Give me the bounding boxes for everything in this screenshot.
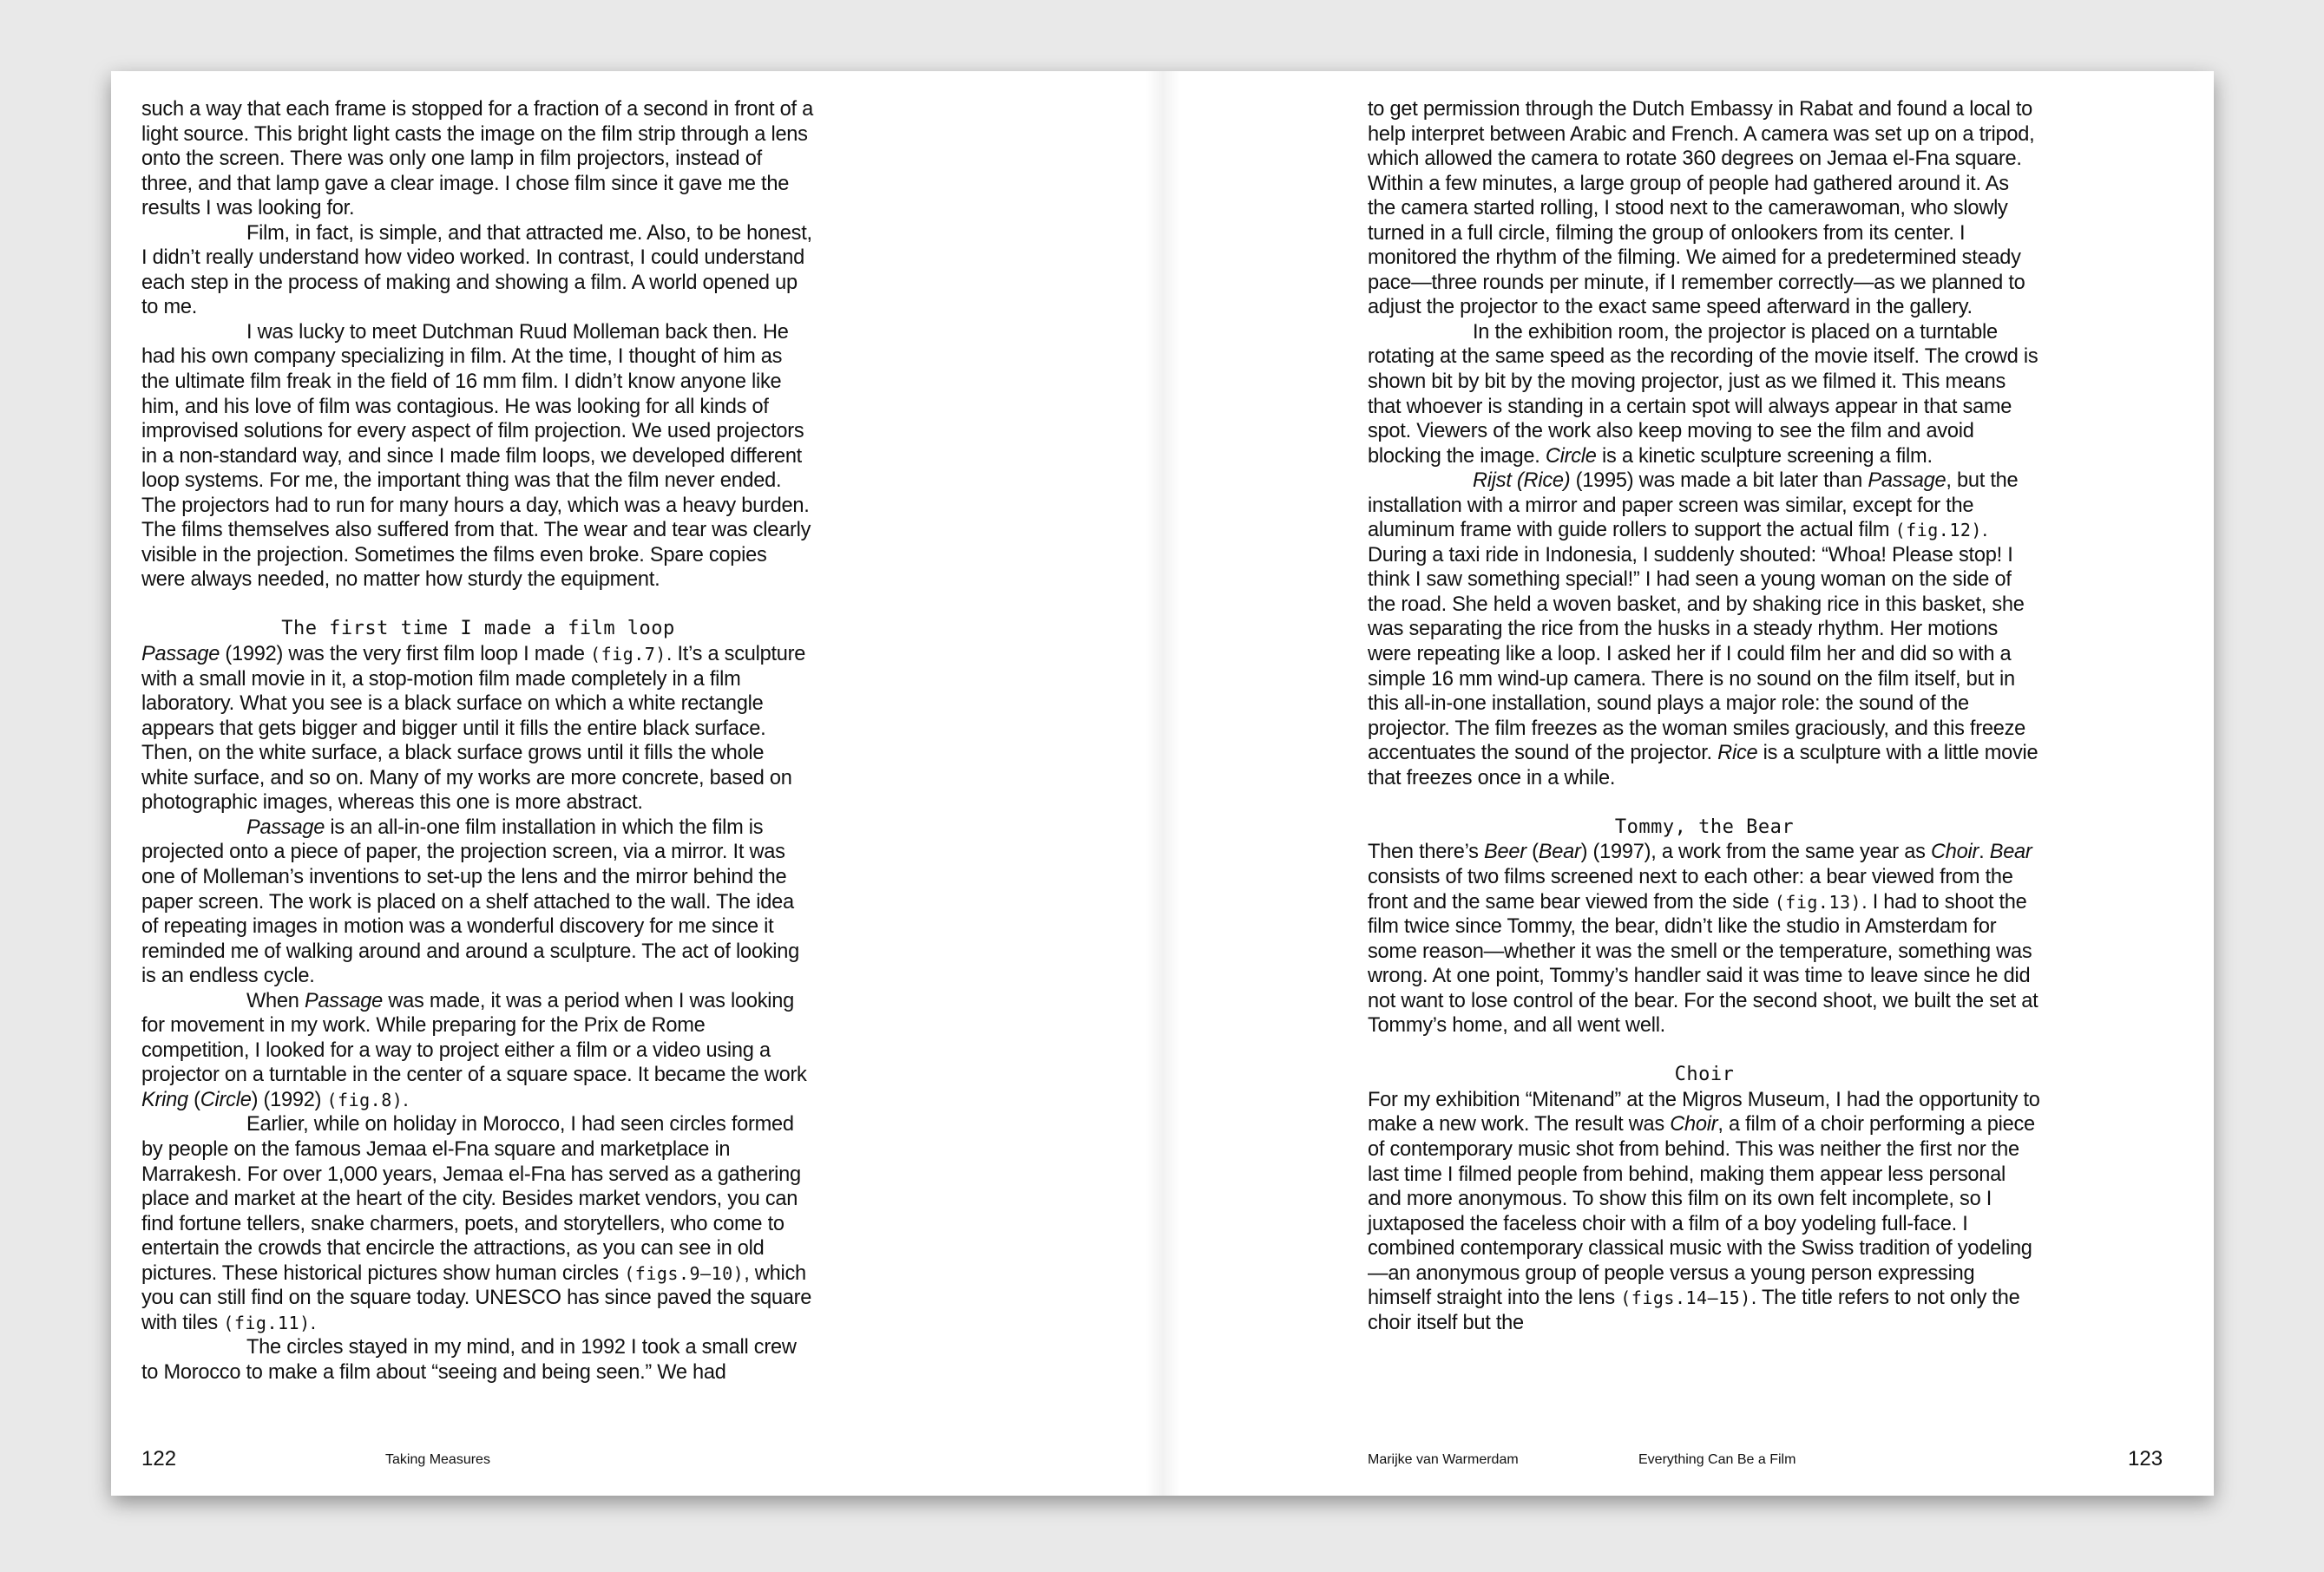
book-spread <box>111 71 2214 1496</box>
running-head-left: Taking Measures <box>385 1452 490 1467</box>
figure-reference: (figs.14–15) <box>1620 1287 1751 1309</box>
section-heading-film-loop: The first time I made a film loop <box>281 618 675 640</box>
paragraph: The circles stayed in my mind, and in 1992 I took a small crew to Morocco to make a film about “seeing and being seen.” We had <box>141 1336 797 1384</box>
paragraph: such a way that each frame is stopped for a fraction of a second in front of a light source. This bright light casts the image on the film strip through a lens onto the screen. There was only one lamp in film projectors, instead of three, and that lamp gave a clear image. I chose film since it gave me the results I was looking for. <box>141 98 813 220</box>
work-title: Kring <box>141 1088 188 1111</box>
running-author: Marijke van Warmerdam <box>1368 1452 1519 1467</box>
work-title: Bear <box>1538 841 1581 864</box>
right-page-body <box>1368 97 2041 1335</box>
left-page <box>111 71 1163 1496</box>
page-number-right: 123 <box>2128 1447 2163 1470</box>
work-title: Choir <box>1930 841 1979 864</box>
figure-reference: (fig.13) <box>1774 891 1862 913</box>
paragraph: Then there’s Beer (Bear) (1997), a work from the same year as Choir. Bear consists of two films screened next to each other: a bear viewed from the front and the same bear viewed from the side (fig.13). I had to shoot the film twice since Tommy, the bear, didn’t like the studio in Amsterdam for some reason—whether it was the smell or the temperature, something was wrong. At one point, Tommy’s handler said it was time to leave since he did not want to lose control of the bear. For the second shoot, we built the set at Tommy’s home, and all went well. <box>1368 841 2038 1038</box>
figure-reference: (fig.12) <box>1894 520 1982 541</box>
paragraph-passage: Passage (1992) was the very first film loop I made (fig.7). It’s a sculpture with a small movie in it, a stop-motion film made completely in a film laboratory. What you see is a black surface on which a white rectangle appears that gets bigger and bigger until it fills the entire black surface. Then, on the white surface, a black surface grows until it fills the whole white surface, and so on. Many of my works are more concrete, based on photographic images, whereas this one is more abstract. <box>141 643 806 815</box>
work-title: Circle <box>200 1088 252 1111</box>
work-title: Rice <box>1717 742 1758 765</box>
right-page <box>1163 71 2214 1496</box>
paragraph: Earlier, while on holiday in Morocco, I had seen circles formed by people on the famous Jemaa el-Fna square and marketplace in Marrakesh. For over 1,000 years, Jemaa el-Fna has served as a gathering place and market at the heart of the city. Besides market vendors, you can find fortune tellers, snake charmers, poets, and storytellers, who come to entertain the crowds that encircle the attractions, as you can see in old pictures. These historical pictures show human circles (figs.9–10), which you can still find on the square today. UNESCO has since paved the square with tiles (fig.11). <box>141 1113 812 1334</box>
work-title: Passage <box>246 815 325 839</box>
figure-reference: (fig.8) <box>326 1089 404 1110</box>
work-title: Beer <box>1484 841 1526 864</box>
paragraph: Film, in fact, is simple, and that attracted me. Also, to be honest, I didn’t really understand how video worked. In contrast, I could understand each step in the process of making and showing a film. A world opened up to me. <box>141 221 812 319</box>
section-heading-choir: Choir <box>1674 1064 1735 1086</box>
work-title: Passage <box>1868 469 1947 493</box>
work-title: Bear <box>1989 841 2032 864</box>
work-title: Rijst (Rice) <box>1473 469 1571 493</box>
figure-reference: (fig.11) <box>223 1312 311 1333</box>
page-number-left: 122 <box>141 1447 177 1470</box>
paragraph: I was lucky to meet Dutchman Ruud Molleman back then. He had his own company specializing in film. At the time, I thought of him as the ultimate film freak in the field of 16 mm film. I didn’t know anyone like him, and his love of film was contagious. He was looking for all kinds of improvised solutions for every aspect of film projection. We used projectors in a non-standard way, and since I made film loops, we developed different loop systems. For me, the important thing was that the film never ended. The projectors had to run for many hours a day, which was a heavy burden. The films themselves also suffered from that. The wear and tear was clearly visible in the projection. Sometimes the films even broke. Spare copies were always needed, no matter how sturdy the equipment. <box>141 320 811 592</box>
paragraph: For my exhibition “Mitenand” at the Migros Museum, I had the opportunity to make a new work. The result was Choir, a film of a choir performing a piece of contemporary music shot from behind. This was neither the first nor the last time I filmed people from behind, making them appear less personal and more anonymous. To show this film on its own felt incomplete, so I juxtaposed the faceless choir with a film of a boy yodeling full-face. I combined contemporary classical music with the Swiss tradition of yodeling—an anonymous group of people versus a young person expressing himself straight into the lens (figs.14–15). The title refers to not only the choir itself but the <box>1368 1088 2040 1334</box>
figure-reference: (figs.9–10) <box>624 1262 745 1284</box>
paragraph: When Passage was made, it was a period when I was looking for movement in my work. While preparing for the Prix de Rome competition, I looked for a way to project either a film or a video using a projector on a turntable in the center of a square space. It became the work Kring (Circle) (1992) (fig.8). <box>141 989 807 1111</box>
paragraph: Passage is an all-in-one film installation in which the film is projected onto a piece of paper, the projection screen, via a mirror. It was one of Molleman’s inventions to set-up the lens and the mirror behind the paper screen. The work is placed on a shelf attached to the wall. The idea of repeating images in motion was a wonderful discovery for me since it reminded me of walking around and around a sculpture. The act of looking is an endless cycle. <box>141 815 800 988</box>
paragraph: to get permission through the Dutch Embassy in Rabat and found a local to help interpret between Arabic and French. A camera was set up on a tripod, which allowed the camera to rotate 360 degrees on Jemaa el-Fna square. Within a few minutes, a large group of people had gathered around it. As the camera started rolling, I stood next to the camerawoman, who slowly turned in a full circle, filming the group of onlookers from its center. I monitored the rhythm of the filming. We aimed for a predetermined steady pace—three rounds per minute, if I remember correctly—as we planned to adjust the projector to the exact same speed afterward in the gallery. <box>1368 98 2035 319</box>
work-title: Circle <box>1545 444 1597 468</box>
left-page-body <box>141 97 815 1385</box>
work-title: Passage <box>141 643 220 666</box>
paragraph: Rijst (Rice) (1995) was made a bit later than Passage, but the installation with a mirror and paper screen was similar, except for the aluminum frame with guide rollers to support the actual film (fig.12). During a taxi ride in Indonesia, I suddenly shouted: “Whoa! Please stop! I think I saw something special!” I had seen a young woman on the side of the road. She held a woven basket, and by shaking rice in this basket, she was separating the rice from the husks in a steady rhythm. Her motions were repeating like a loop. I asked her if I could film her and did so with a simple 16 mm wind-up camera. There is no sound on the film itself, but in this all-in-one installation, sound plays a major role: the sound of the projector. The film freezes as the woman smiles graciously, and this freeze accentuates the sound of the projector. Rice is a sculpture with a little movie that freezes once in a while. <box>1368 469 2038 789</box>
section-heading-tommy-the-bear: Tommy, the Bear <box>1614 815 1795 838</box>
running-title: Everything Can Be a Film <box>1638 1452 1796 1467</box>
figure-reference: (fig.7) <box>590 644 666 665</box>
work-title: Passage <box>304 989 384 1012</box>
work-title: Choir <box>1670 1113 1718 1136</box>
paragraph: In the exhibition room, the projector is placed on a turntable rotating at the same speed as the recording of the movie itself. The crowd is shown bit by bit by the moving projector, just as we filmed it. This means that whoever is standing in a certain spot will always appear in that same spot. Viewers of the work also keep moving to see the film and avoid blocking the image. Circle is a kinetic sculpture screening a film. <box>1368 320 2038 468</box>
